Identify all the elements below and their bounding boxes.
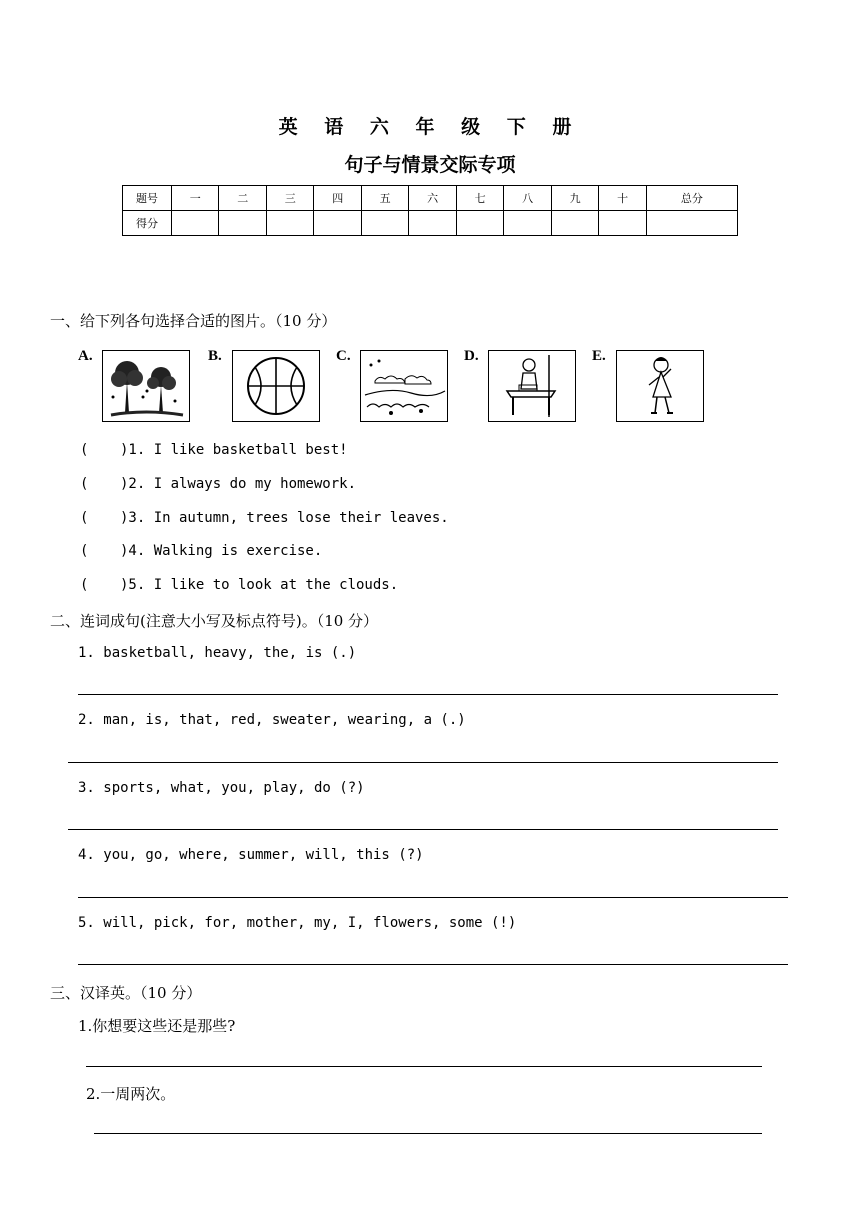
answer-paren[interactable]: ( [80,510,89,526]
section1-heading: 一、给下列各句选择合适的图片。（10 分） [50,312,337,330]
question-text: 3. sports, what, you, play, do (?) [78,780,365,796]
score-input-cell[interactable] [172,211,219,236]
answer-line[interactable] [78,964,788,965]
answer-line[interactable] [68,762,778,763]
score-cell: 八 [504,186,551,211]
score-input-cell[interactable] [409,211,456,236]
score-cell: 得分 [123,211,172,236]
score-input-cell[interactable] [266,211,313,236]
score-cell: 四 [314,186,361,211]
question-text: 2. man, is, that, red, sweater, wearing, a (.) [78,712,466,728]
worksheet-title: 英 语 六 年 级 下 册 [278,116,582,138]
score-table [122,185,738,236]
score-cell: 二 [219,186,266,211]
picture-label: A. [78,348,93,364]
score-cell: 总分 [646,186,737,211]
score-cell: 九 [551,186,598,211]
score-table-score-row [123,211,738,236]
answer-line[interactable] [68,829,778,830]
score-cell: 三 [266,186,313,211]
answer-line[interactable] [94,1133,762,1134]
score-table-header-row [123,186,738,211]
picture-label: E. [592,348,606,364]
question-text: )5. I like to look at the clouds. [120,577,399,593]
score-input-cell[interactable] [551,211,598,236]
answer-paren[interactable]: ( [80,476,89,492]
question-text: )2. I always do my homework. [120,476,357,492]
section2-heading: 二、连词成句(注意大小写及标点符号)。（10 分） [50,612,379,630]
answer-paren[interactable]: ( [80,543,89,559]
question-text: 2.一周两次。 [86,1085,176,1103]
picture-label: B. [208,348,222,364]
score-cell: 六 [409,186,456,211]
score-cell: 五 [361,186,408,211]
question-text: )1. I like basketball best! [120,442,348,458]
walking-girl-icon [616,350,704,422]
question-text: 4. you, go, where, summer, will, this (?) [78,847,424,863]
score-cell: 题号 [123,186,172,211]
answer-paren[interactable]: ( [80,442,89,458]
answer-paren[interactable]: ( [80,577,89,593]
clouds-landscape-icon [360,350,448,422]
picture-label: C. [336,348,351,364]
score-cell: 十 [599,186,646,211]
score-cell: 七 [456,186,503,211]
homework-desk-icon [488,350,576,422]
picture-label: D. [464,348,479,364]
score-cell: 一 [172,186,219,211]
score-input-cell[interactable] [456,211,503,236]
question-text: 1. basketball, heavy, the, is (.) [78,645,357,661]
score-input-cell[interactable] [599,211,646,236]
basketball-icon [232,350,320,422]
answer-line[interactable] [78,897,788,898]
answer-line[interactable] [86,1066,762,1067]
picture-row [78,348,738,426]
score-input-cell[interactable] [361,211,408,236]
question-text: 5. will, pick, for, mother, my, I, flowers, some (!) [78,915,517,931]
score-input-cell[interactable] [504,211,551,236]
worksheet-subtitle: 句子与情景交际专项 [344,154,516,176]
score-input-cell[interactable] [646,211,737,236]
question-text: )3. In autumn, trees lose their leaves. [120,510,449,526]
autumn-trees-icon [102,350,190,422]
score-input-cell[interactable] [314,211,361,236]
answer-line[interactable] [78,694,778,695]
section3-heading: 三、汉译英。（10 分） [50,984,202,1002]
score-input-cell[interactable] [219,211,266,236]
question-text: )4. Walking is exercise. [120,543,323,559]
question-text: 1.你想要这些还是那些? [78,1017,236,1035]
